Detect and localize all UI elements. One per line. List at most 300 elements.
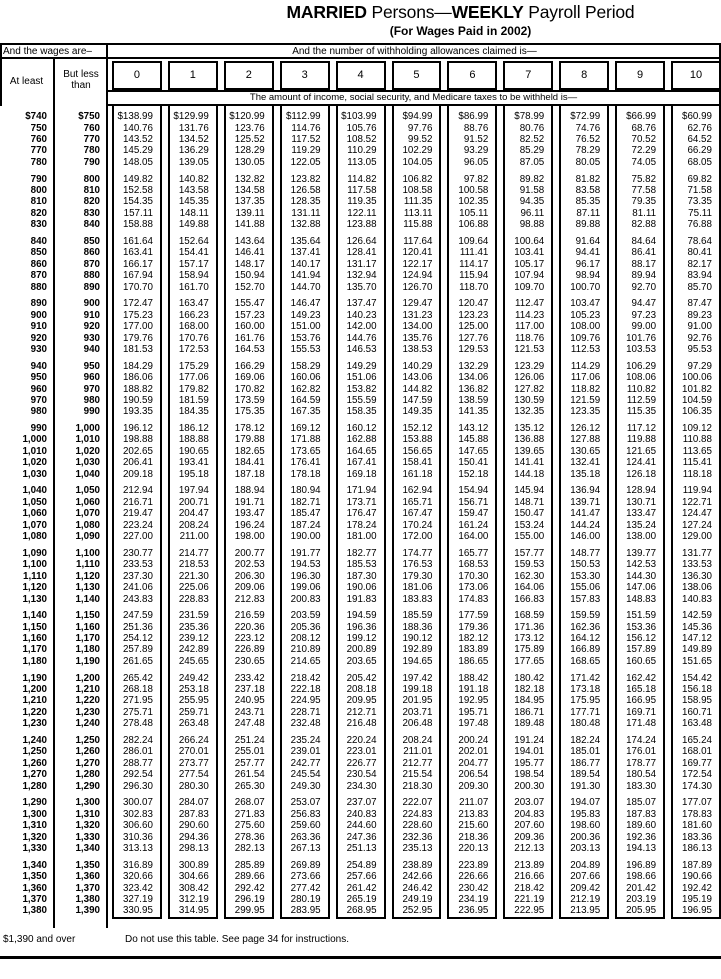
row-group — [114, 543, 160, 605]
at-least-cell: 1,050 — [22, 496, 47, 508]
withholding-amount-cell: 164.06 — [514, 582, 545, 594]
but-less-cell: 830 — [83, 207, 100, 219]
at-least-cell: 1,210 — [22, 695, 47, 707]
withholding-amount-cell: $66.99 — [626, 111, 657, 123]
row-group — [394, 730, 440, 792]
withholding-amount-cell: 149.82 — [122, 173, 153, 185]
withholding-amount-cell: 162.88 — [346, 434, 377, 446]
withholding-amount-cell: 202.01 — [458, 746, 489, 758]
withholding-amount-cell: 157.17 — [178, 258, 209, 270]
withholding-amount-cell: 175.29 — [178, 360, 209, 372]
withholding-amount-cell: 99.00 — [631, 321, 657, 333]
withholding-amount-cell: 194.07 — [570, 797, 601, 809]
withholding-amount-cell: 190.06 — [346, 582, 377, 594]
withholding-amount-cell: 196.36 — [346, 621, 377, 633]
withholding-amount-cell: 242.66 — [402, 871, 433, 883]
row-group — [394, 418, 440, 480]
withholding-amount-cell: 128.29 — [234, 145, 265, 157]
withholding-amount-cell: 268.95 — [346, 905, 377, 917]
allowance-header-0: 0 — [112, 61, 162, 90]
withholding-amount-cell: 174.24 — [626, 734, 657, 746]
withholding-amount-cell: 313.13 — [122, 843, 153, 855]
row-group — [114, 480, 160, 542]
but-less-cell: $750 — [78, 111, 100, 123]
withholding-amount-cell: 100.64 — [514, 235, 545, 247]
row-group — [55, 543, 100, 605]
withholding-amount-cell: 169.06 — [234, 372, 265, 384]
row-group — [0, 231, 47, 293]
withholding-amount-cell: 218.42 — [514, 882, 545, 894]
row-group — [226, 106, 272, 168]
withholding-amount-cell: 235.36 — [178, 621, 209, 633]
row-group — [561, 356, 607, 418]
at-least-cell: 1,230 — [22, 718, 47, 730]
withholding-amount-cell: 198.54 — [514, 769, 545, 781]
but-less-cell: 1,130 — [75, 582, 100, 594]
withholding-amount-cell: 110.82 — [626, 383, 657, 395]
row-group — [55, 730, 100, 792]
withholding-amount-cell: 220.24 — [346, 734, 377, 746]
withholding-amount-cell: 209.18 — [122, 468, 153, 480]
withholding-amount-cell: 178.12 — [234, 423, 265, 435]
withholding-amount-cell: 230.77 — [122, 547, 153, 559]
withholding-amount-cell: 135.76 — [402, 332, 433, 344]
row-group — [449, 293, 495, 355]
at-least-cell: 1,360 — [22, 882, 47, 894]
withholding-amount-cell: 255.01 — [234, 746, 265, 758]
row-group — [170, 231, 216, 293]
withholding-amount-cell: 159.47 — [458, 508, 489, 520]
withholding-amount-cell: 197.48 — [458, 718, 489, 730]
withholding-amount-cell: 263.36 — [290, 831, 321, 843]
withholding-amount-cell: 189.54 — [570, 769, 601, 781]
withholding-amount-cell: 130.05 — [234, 156, 265, 168]
but-less-cell: 1,220 — [75, 695, 100, 707]
withholding-amount-cell: 200.30 — [514, 780, 545, 792]
withholding-amount-cell: 273.66 — [290, 871, 321, 883]
withholding-amount-cell: 169.71 — [626, 706, 657, 718]
withholding-amount-cell: 132.29 — [458, 360, 489, 372]
withholding-amount-cell: 72.29 — [631, 145, 657, 157]
but-less-cell: 1,310 — [75, 808, 100, 820]
withholding-amount-cell: 89.82 — [519, 173, 545, 185]
withholding-amount-cell: 134.58 — [234, 184, 265, 196]
at-least-cell: 980 — [30, 406, 47, 418]
row-group — [114, 106, 160, 168]
withholding-amount-cell: 239.01 — [290, 746, 321, 758]
withholding-amount-cell: 300.89 — [178, 859, 209, 871]
withholding-amount-cell: 136.82 — [458, 383, 489, 395]
withholding-amount-cell: 129.00 — [682, 531, 712, 543]
withholding-amount-cell: 271.95 — [122, 695, 153, 707]
withholding-amount-cell: 287.83 — [178, 808, 209, 820]
but-less-cell: 1,200 — [75, 672, 100, 684]
withholding-amount-cell: 81.82 — [575, 173, 601, 185]
withholding-amount-cell: 153.88 — [402, 434, 433, 446]
withholding-amount-cell: 168.59 — [514, 610, 545, 622]
withholding-amount-cell: 164.59 — [290, 394, 321, 406]
withholding-amount-cell: 195.19 — [682, 893, 712, 905]
withholding-amount-cell: 196.95 — [682, 905, 712, 917]
row-group — [170, 418, 216, 480]
but-less-cell: 1,160 — [75, 621, 100, 633]
withholding-amount-cell: 143.52 — [122, 134, 153, 146]
withholding-amount-cell: 175.35 — [234, 406, 265, 418]
withholding-amount-cell: 170.82 — [234, 383, 265, 395]
withholding-amount-cell: 124.47 — [682, 508, 712, 520]
withholding-amount-cell: 123.35 — [570, 406, 601, 418]
withholding-amount-cell: 304.66 — [178, 871, 209, 883]
withholding-amount-cell: 162.36 — [570, 621, 601, 633]
withholding-amount-cell: 204.47 — [178, 508, 209, 520]
row-group — [617, 418, 663, 480]
withholding-amount-cell: 126.18 — [626, 468, 657, 480]
withholding-amount-cell: 226.89 — [234, 644, 265, 656]
row-group — [170, 855, 216, 917]
table-left-border — [0, 43, 2, 106]
allowance-number-row — [108, 61, 721, 90]
withholding-amount-cell: 257.89 — [122, 644, 153, 656]
at-least-cell: 990 — [30, 423, 47, 435]
withholding-amount-cell: 131.77 — [682, 547, 712, 559]
row-group — [55, 293, 100, 355]
withholding-amount-cell: 166.89 — [570, 644, 601, 656]
withholding-amount-cell: 249.30 — [290, 780, 321, 792]
row-group — [505, 605, 551, 667]
row-group — [55, 418, 100, 480]
withholding-amount-cell: 85.70 — [687, 281, 712, 293]
withholding-amount-cell: 205.42 — [346, 672, 377, 684]
at-least-cell: 1,150 — [22, 621, 47, 633]
withholding-amount-cell: 193.41 — [178, 457, 209, 469]
withholding-amount-cell: 255.95 — [178, 695, 209, 707]
withholding-amount-cell: 232.36 — [402, 831, 433, 843]
withholding-amount-cell: $129.99 — [173, 111, 209, 123]
withholding-amount-cell: 192.36 — [626, 831, 657, 843]
withholding-amount-cell: 296.19 — [234, 893, 265, 905]
withholding-amount-cell: 243.71 — [234, 706, 265, 718]
withholding-amount-cell: 190.65 — [178, 445, 209, 457]
withholding-amount-cell: 191.30 — [570, 780, 601, 792]
withholding-amount-cell: 118.70 — [459, 281, 489, 293]
row-group — [0, 168, 47, 230]
row-group — [55, 792, 100, 854]
withholding-amount-cell: 157.23 — [234, 309, 265, 321]
withholding-amount-cell: 160.65 — [626, 655, 657, 667]
withholding-amount-cell: 105.17 — [514, 258, 545, 270]
withholding-amount-cell: 128.41 — [346, 247, 377, 259]
withholding-amount-cell: 144.24 — [570, 519, 601, 531]
withholding-amount-cell: $138.99 — [117, 111, 153, 123]
withholding-amount-cell: 180.48 — [570, 718, 601, 730]
withholding-amount-cell: 80.76 — [519, 122, 545, 134]
row-group — [170, 605, 216, 667]
withholding-amount-cell: 131.23 — [402, 309, 433, 321]
table-top-rule — [0, 43, 721, 45]
at-least-cell: 1,190 — [22, 672, 47, 684]
but-less-cell: 1,390 — [75, 905, 100, 917]
withholding-amount-cell: 299.95 — [234, 905, 265, 917]
withholding-amount-cell: 183.89 — [458, 644, 489, 656]
withholding-amount-cell: 148.11 — [179, 207, 209, 219]
row-group — [226, 356, 272, 418]
withholding-amount-cell: 265.19 — [346, 893, 377, 905]
withholding-amount-cell: 92.70 — [631, 281, 657, 293]
withholding-amount-cell: 114.29 — [570, 360, 601, 372]
at-least-cell: 1,260 — [22, 757, 47, 769]
row-group — [617, 792, 663, 854]
withholding-amount-cell: 173.71 — [346, 496, 377, 508]
at-least-cell: 1,170 — [22, 644, 47, 656]
withholding-amount-cell: 235.24 — [290, 734, 321, 746]
withholding-amount-cell: 117.64 — [403, 235, 433, 247]
withholding-amount-cell: 222.18 — [290, 683, 321, 695]
withholding-amount-cell: 122.05 — [290, 156, 321, 168]
withholding-amount-cell: 149.89 — [682, 644, 712, 656]
withholding-amount-cell: 216.71 — [122, 496, 153, 508]
withholding-amount-cell: 177.00 — [122, 321, 153, 333]
withholding-amount-cell: 159.53 — [514, 559, 545, 571]
withholding-amount-cell: 247.59 — [122, 610, 153, 622]
at-least-cell: 1,320 — [22, 831, 47, 843]
withholding-amount-cell: 108.00 — [570, 321, 601, 333]
withholding-amount-cell: 143.64 — [234, 235, 265, 247]
withholding-amount-cell: 132.35 — [514, 406, 545, 418]
row-group — [0, 667, 47, 729]
withholding-amount-cell: 167.47 — [402, 508, 433, 520]
but-less-cell: 1,260 — [75, 746, 100, 758]
withholding-amount-cell: 144.70 — [290, 281, 321, 293]
but-less-than-header: But less than — [63, 69, 99, 91]
row-group — [0, 855, 47, 917]
withholding-amount-cell: 82.17 — [687, 258, 712, 270]
withholding-amount-cell: 172.47 — [122, 298, 153, 310]
row-group — [282, 293, 328, 355]
but-less-cell: 770 — [83, 134, 100, 146]
allowance-column-4 — [336, 106, 386, 919]
at-least-cell: 1,030 — [22, 468, 47, 480]
withholding-amount-cell: 191.83 — [346, 593, 377, 605]
withholding-amount-cell: 173.06 — [458, 582, 489, 594]
withholding-amount-cell: 106.82 — [402, 173, 433, 185]
row-group — [226, 231, 272, 293]
withholding-amount-cell: 150.94 — [234, 270, 265, 282]
withholding-amount-cell: 134.52 — [178, 134, 209, 146]
row-group — [226, 605, 272, 667]
withholding-amount-cell: 158.95 — [682, 695, 712, 707]
withholding-amount-cell: 91.58 — [519, 184, 545, 196]
row-group — [394, 293, 440, 355]
withholding-amount-cell: 87.11 — [576, 207, 601, 219]
row-group — [394, 792, 440, 854]
withholding-amount-cell: 181.00 — [346, 531, 377, 543]
withholding-amount-cell: 178.24 — [346, 519, 377, 531]
withholding-amount-cell: 196.30 — [290, 570, 321, 582]
withholding-amount-cell: 239.12 — [178, 633, 209, 645]
withholding-amount-cell: 162.82 — [290, 383, 321, 395]
withholding-amount-cell: 171.42 — [570, 672, 601, 684]
but-less-cell: 1,070 — [75, 508, 100, 520]
withholding-amount-cell: 223.24 — [122, 519, 153, 531]
withholding-amount-cell: 119.29 — [291, 145, 321, 157]
withholding-amount-cell: 141.94 — [290, 270, 321, 282]
withholding-amount-cell: 220.36 — [234, 621, 265, 633]
withholding-amount-cell: 138.59 — [458, 394, 489, 406]
withholding-amount-cell: 103.41 — [514, 247, 545, 259]
withholding-amount-cell: 175.23 — [122, 309, 153, 321]
but-less-cell: 1,020 — [75, 445, 100, 457]
at-least-cell: 1,270 — [22, 769, 47, 781]
withholding-amount-cell: 78.29 — [575, 145, 601, 157]
withholding-amount-cell: 143.12 — [458, 423, 489, 435]
row-group — [338, 855, 384, 917]
withholding-amount-cell: 128.94 — [626, 485, 657, 497]
withholding-amount-cell: 259.60 — [290, 820, 321, 832]
withholding-amount-cell: 212.71 — [346, 706, 377, 718]
withholding-amount-cell: 233.53 — [122, 559, 153, 571]
withholding-amount-cell: 129.47 — [402, 298, 433, 310]
but-less-cell: 910 — [83, 309, 100, 321]
row-group — [505, 792, 551, 854]
withholding-amount-cell: 135.64 — [290, 235, 321, 247]
row-group — [617, 543, 663, 605]
withholding-amount-cell: 161.70 — [178, 281, 209, 293]
withholding-amount-cell: 122.11 — [347, 207, 377, 219]
withholding-amount-cell: 145.35 — [178, 196, 209, 208]
withholding-amount-cell: 206.41 — [122, 457, 153, 469]
at-least-cell: 920 — [30, 332, 47, 344]
withholding-amount-cell: 111.41 — [459, 247, 489, 259]
withholding-amount-cell: 194.13 — [626, 843, 657, 855]
withholding-amount-cell: 146.41 — [234, 247, 265, 259]
withholding-amount-cell: 160.06 — [290, 372, 321, 384]
row-group — [673, 106, 719, 168]
withholding-amount-cell: 86.41 — [631, 247, 657, 259]
at-least-cell: 1,250 — [22, 746, 47, 758]
but-less-cell: 1,000 — [75, 423, 100, 435]
withholding-amount-cell: 144.82 — [402, 383, 433, 395]
withholding-amount-cell: 165.24 — [682, 734, 712, 746]
withholding-amount-cell: 161.18 — [402, 468, 433, 480]
withholding-amount-cell: 161.76 — [234, 332, 265, 344]
withholding-amount-cell: 122.17 — [402, 258, 433, 270]
withholding-amount-cell: 188.88 — [178, 434, 209, 446]
withholding-amount-cell: 330.95 — [122, 905, 153, 917]
at-least-cell: 840 — [30, 235, 47, 247]
row-group — [505, 667, 551, 729]
withholding-amount-cell: 185.47 — [290, 508, 321, 520]
over-wage-label: $1,390 and over — [3, 934, 76, 945]
withholding-amount-cell: 284.07 — [178, 797, 209, 809]
withholding-amount-cell: 148.71 — [514, 496, 545, 508]
withholding-amount-cell: 228.71 — [290, 706, 321, 718]
but-less-cell: 1,360 — [75, 871, 100, 883]
withholding-amount-cell: 306.60 — [122, 820, 153, 832]
withholding-amount-cell: 249.19 — [402, 893, 433, 905]
row-group — [114, 231, 160, 293]
but-less-than-column — [55, 106, 100, 919]
withholding-amount-cell: 92.76 — [687, 332, 712, 344]
row-group — [394, 855, 440, 917]
withholding-amount-cell: 203.13 — [570, 843, 601, 855]
withholding-amount-cell: 166.83 — [514, 593, 545, 605]
withholding-amount-cell: 208.18 — [346, 683, 377, 695]
at-least-cell: 1,220 — [22, 706, 47, 718]
withholding-amount-cell: 119.94 — [682, 485, 712, 497]
row-group — [282, 855, 328, 917]
but-less-cell: 1,280 — [75, 769, 100, 781]
withholding-amount-cell: 203.71 — [402, 706, 433, 718]
withholding-amount-cell: $94.99 — [402, 111, 433, 123]
at-least-cell: 1,300 — [22, 808, 47, 820]
withholding-amount-cell: 103.47 — [570, 298, 601, 310]
withholding-amount-cell: 134.00 — [402, 321, 433, 333]
withholding-amount-cell: 76.52 — [575, 134, 601, 146]
withholding-amount-cell: 140.23 — [346, 309, 377, 321]
but-less-cell: 800 — [83, 173, 100, 185]
withholding-amount-cell: 153.30 — [570, 570, 601, 582]
but-less-cell: 970 — [83, 383, 100, 395]
withholding-amount-cell: 187.30 — [346, 570, 377, 582]
withholding-amount-cell: 157.83 — [570, 593, 601, 605]
row-group — [449, 667, 495, 729]
withholding-amount-cell: 186.12 — [178, 423, 209, 435]
withholding-amount-cell: 100.06 — [682, 372, 712, 384]
withholding-amount-cell: 174.83 — [458, 593, 489, 605]
withholding-amount-cell: 142.53 — [626, 559, 657, 571]
withholding-amount-cell: 94.35 — [519, 196, 545, 208]
withholding-amount-cell: 165.77 — [458, 547, 489, 559]
row-group — [561, 168, 607, 230]
row-group — [673, 168, 719, 230]
withholding-amount-cell: 105.23 — [570, 309, 601, 321]
withholding-amount-cell: 173.59 — [234, 394, 265, 406]
withholding-amount-cell: 133.47 — [626, 508, 657, 520]
but-less-cell: 1,040 — [75, 468, 100, 480]
withholding-amount-cell: 126.06 — [514, 372, 545, 384]
withholding-amount-cell: 171.94 — [346, 485, 377, 497]
row-group — [226, 730, 272, 792]
row-group — [673, 667, 719, 729]
withholding-amount-cell: 166.95 — [626, 695, 657, 707]
withholding-amount-cell: 243.83 — [122, 593, 153, 605]
withholding-amount-cell: 188.36 — [402, 621, 433, 633]
row-group — [114, 730, 160, 792]
withholding-amount-cell: 180.54 — [626, 769, 657, 781]
withholding-amount-cell: 161.24 — [458, 519, 489, 531]
at-least-cell: 1,090 — [22, 547, 47, 559]
withholding-amount-cell: 80.41 — [687, 247, 712, 259]
but-less-cell: 1,050 — [75, 485, 100, 497]
withholding-amount-cell: 85.35 — [575, 196, 601, 208]
withholding-amount-cell: 143.58 — [178, 184, 209, 196]
withholding-amount-cell: 147.06 — [626, 582, 657, 594]
but-less-cell: 930 — [83, 332, 100, 344]
withholding-amount-cell: 100.70 — [570, 281, 601, 293]
row-group — [394, 356, 440, 418]
row-group — [55, 106, 100, 168]
but-less-cell: 890 — [83, 281, 100, 293]
withholding-amount-cell: 196.12 — [122, 423, 153, 435]
withholding-amount-cell: 135.24 — [626, 519, 657, 531]
row-group — [617, 106, 663, 168]
withholding-amount-cell: 136.29 — [178, 145, 209, 157]
withholding-amount-cell: 234.30 — [346, 780, 377, 792]
withholding-amount-cell: 110.29 — [347, 145, 377, 157]
withholding-amount-cell: 178.83 — [682, 808, 712, 820]
withholding-amount-cell: 115.88 — [403, 219, 433, 231]
withholding-amount-cell: 181.60 — [682, 820, 712, 832]
